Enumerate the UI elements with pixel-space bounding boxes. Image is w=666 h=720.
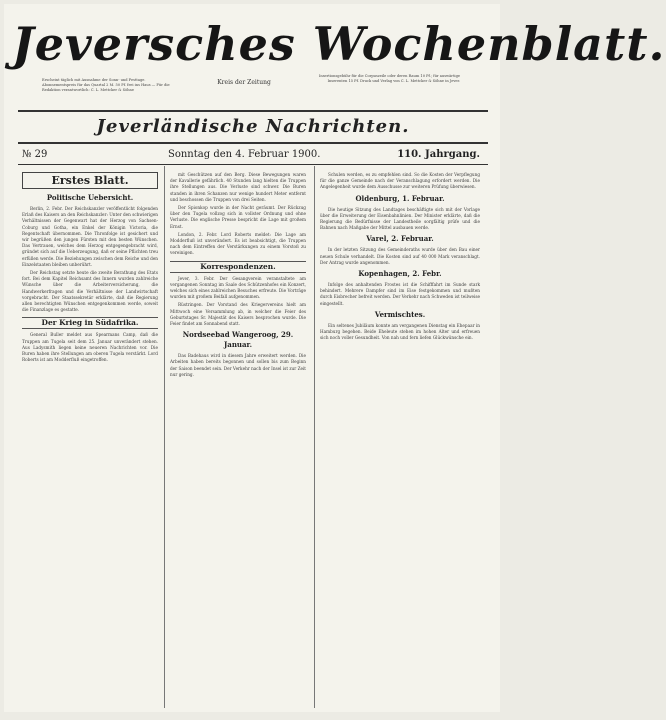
newspaper-page: [4, 4, 666, 712]
subtitle-rule: [18, 142, 488, 144]
issue-rule: [18, 164, 488, 165]
article-paragraph: Der Spionkop wurde in der Nacht geräumt. Der Rückzug über den Tugela vollzog sich in vollster Ordnung und ohne Verluste. Die englische Presse bespricht die Lage mit großem Ernst.: [170, 205, 306, 229]
section-heading: Der Krieg in Südafrika.: [22, 317, 158, 329]
section-heading: Kopenhagen, 2. Febr.: [358, 269, 442, 279]
column-divider: [314, 166, 315, 708]
column-3: [320, 172, 480, 704]
column-2: [170, 172, 306, 704]
issue-year: 110. Jahrgang.: [397, 149, 480, 160]
masthead-kreis: Kreis der Zeitung: [217, 79, 271, 86]
section-heading: Korrespondenzen.: [170, 261, 306, 273]
article-paragraph: Jever, 3. Febr. Der Gesangverein veranstaltete am vergangenen Sonntag im Saale des Schützenhofes ein Konzert, welches sich eines zahlreichen Besuches erfreute. Die Vorträge wurden mit großem Beifall aufgenommen.: [170, 275, 306, 300]
article-paragraph: mit Geschützen auf den Berg. Diese Bewegungen waren der Kavallerie gefährlich. 40 Stunden lang hielten die Truppen ihre Stellungen aus. Die Verluste sind schwer. Die Buren standen in ihren Schanzen nur wenige hundert Meter entfernt und beschossen die Truppen von drei Seiten.: [170, 172, 306, 202]
masthead-rule: [18, 110, 488, 112]
article-paragraph: In der letzten Sitzung des Gemeinderaths wurde über den Bau einer neuen Schule verhandelt. Die Kosten sind auf 40 000 Mark veranschlagt. Der Antrag wurde angenommen.: [320, 247, 480, 265]
section-heading: Oldenburg, 1. Februar.: [355, 193, 445, 203]
article-paragraph: General Buller meldet aus Spearmans Camp, daß die Truppen am Tugela seit dem 25. Januar unverändert stehen. Aus Ladysmith liegen keine neueren Nachrichten vor. Die Buren haben ihre Stellungen am oberen Tugela verstärkt. Lord Roberts ist am Modderfluß eingetroffen.: [22, 332, 158, 363]
first-sheet-box: Erstes Blatt.: [22, 172, 158, 189]
article-paragraph: Infolge des anhaltenden Frostes ist die Schifffahrt im Sunde stark behindert. Mehrere Dampfer sind im Eise festgekommen und mußten durch Eisbrecher befreit werden. Der Verkehr nach Schweden ist teilweise eingestellt.: [320, 282, 480, 306]
article-paragraph: Der Reichstag setzte heute die zweite Berathung des Etats fort. Bei dem Kapitel Reichsamt des Innern wurden zahlreiche Wünsche über die Arbeiterversicherung, die Handwerkerfragen und die Verhältnisse der Landwirtschaft vorgebracht. Der Staatssekretär erklärte, daß die Regierung allen berechtigten Wünschen entgegenkommen werde, soweit die Finanzlage es gestatte.: [22, 270, 158, 313]
article-paragraph: Ein seltenes Jubiläum konnte am vergangenen Dienstag ein Ehepaar in Hamburg begehen. Beide Eheleute stehen im hohen Alter und erfreuen sich noch voller Gesundheit. Von nah und fern liefen Glückwünsche ein.: [320, 322, 480, 341]
column-1: [22, 172, 158, 704]
article-paragraph: Berlin, 2. Febr. Der Reichskanzler veröffentlicht folgenden Erlaß des Kaisers an den Reichskanzler: Unter den schwierigen Verhältnissen der Gegenwart hat der Herzog von Sachsen-Coburg und Gotha, ein Enkel der Königin Victoria, die Regentschaft übernommen. Die Thronfolge ist gesichert und wir begrüßen den jungen Fürsten mit den besten Wünschen. Das Vertrauen, welches dem Herzog entgegengebracht wird, gründet sich auf die Ueberzeugung, daß er seine Pflichten treu erfüllen werde. Die Beziehungen zwischen dem Reiche und den Einzelstaaten bleiben unberührt.: [22, 206, 158, 267]
issue-line: [18, 148, 488, 162]
masthead-subtitle: Jeverländische Nachrichten.: [96, 116, 410, 137]
subscription-notice: Erscheint täglich mit Ausnahme der Sonn- und Festtage. Abonnementspreis für das Quartal 2 M. 50 Pf. frei ins Haus — Für die Redaktion verantwortlich: C. L. Mettcker & Söhne: [42, 78, 170, 93]
issue-date: Sonntag den 4. Februar 1900.: [168, 149, 321, 160]
article-paragraph: Das Badehaus wird in diesem Jahre erweitert werden. Die Arbeiten haben bereits begonnen und sollen bis zum Beginn der Saison beendet sein. Der Verkehr nach der Insel ist zur Zeit nur gering.: [170, 353, 306, 377]
section-heading: Politische Uebersicht.: [46, 193, 134, 202]
column-divider: [164, 166, 165, 708]
section-heading: Vermischtes.: [374, 309, 426, 319]
section-heading: Nordseebad Wangeroog, 29. Januar.: [182, 330, 294, 350]
issue-number: № 29: [22, 149, 48, 160]
article-paragraph: Schulen werden, es zu empfehlen sind. So die Kosten der Verpflegung für die ganze Gemeinde nach der Veranschlagung erfordert werden. Die Angelegenheit wurde dem Ausschusse zur weiteren Prüfung überwiesen.: [320, 172, 480, 190]
masthead-title: Jeversches Wochenblatt.: [12, 17, 666, 71]
article-paragraph: London, 2. Febr. Lord Roberts meldet: Die Lage am Modderfluß ist unverändert. Es ist beabsichtigt, die Truppen nach dem Eintreffen der Verstärkungen zu einem Vorstoß zu vereinigen.: [170, 231, 306, 256]
section-heading: Varel, 2. Februar.: [366, 234, 434, 244]
insertion-notice: Insertionsgebühr für die Corpuszeile oder deren Raum 10 Pf.; für auswärtige Inserenten 15 Pf. Druck und Verlag von C. L. Mettcker & Söhne in Jever.: [318, 74, 460, 84]
article-paragraph: Rüstringen. Der Vorstand des Kriegervereins hielt am Mittwoch eine Versammlung ab, in welcher die Feier des Geburtstages Sr. Majestät des Kaisers besprochen wurde. Die Feier findet am Sonnabend statt.: [170, 302, 306, 327]
article-paragraph: Die heutige Sitzung des Landtages beschäftigte sich mit der Vorlage über die Erweiterung der Eisenbahnlinien. Der Minister erklärte, daß die Regierung die Bedürfnisse der Landestheile sorgfältig prüfe und die Bahnen nach Maßgabe der Mittel ausbauen werde.: [320, 206, 480, 231]
